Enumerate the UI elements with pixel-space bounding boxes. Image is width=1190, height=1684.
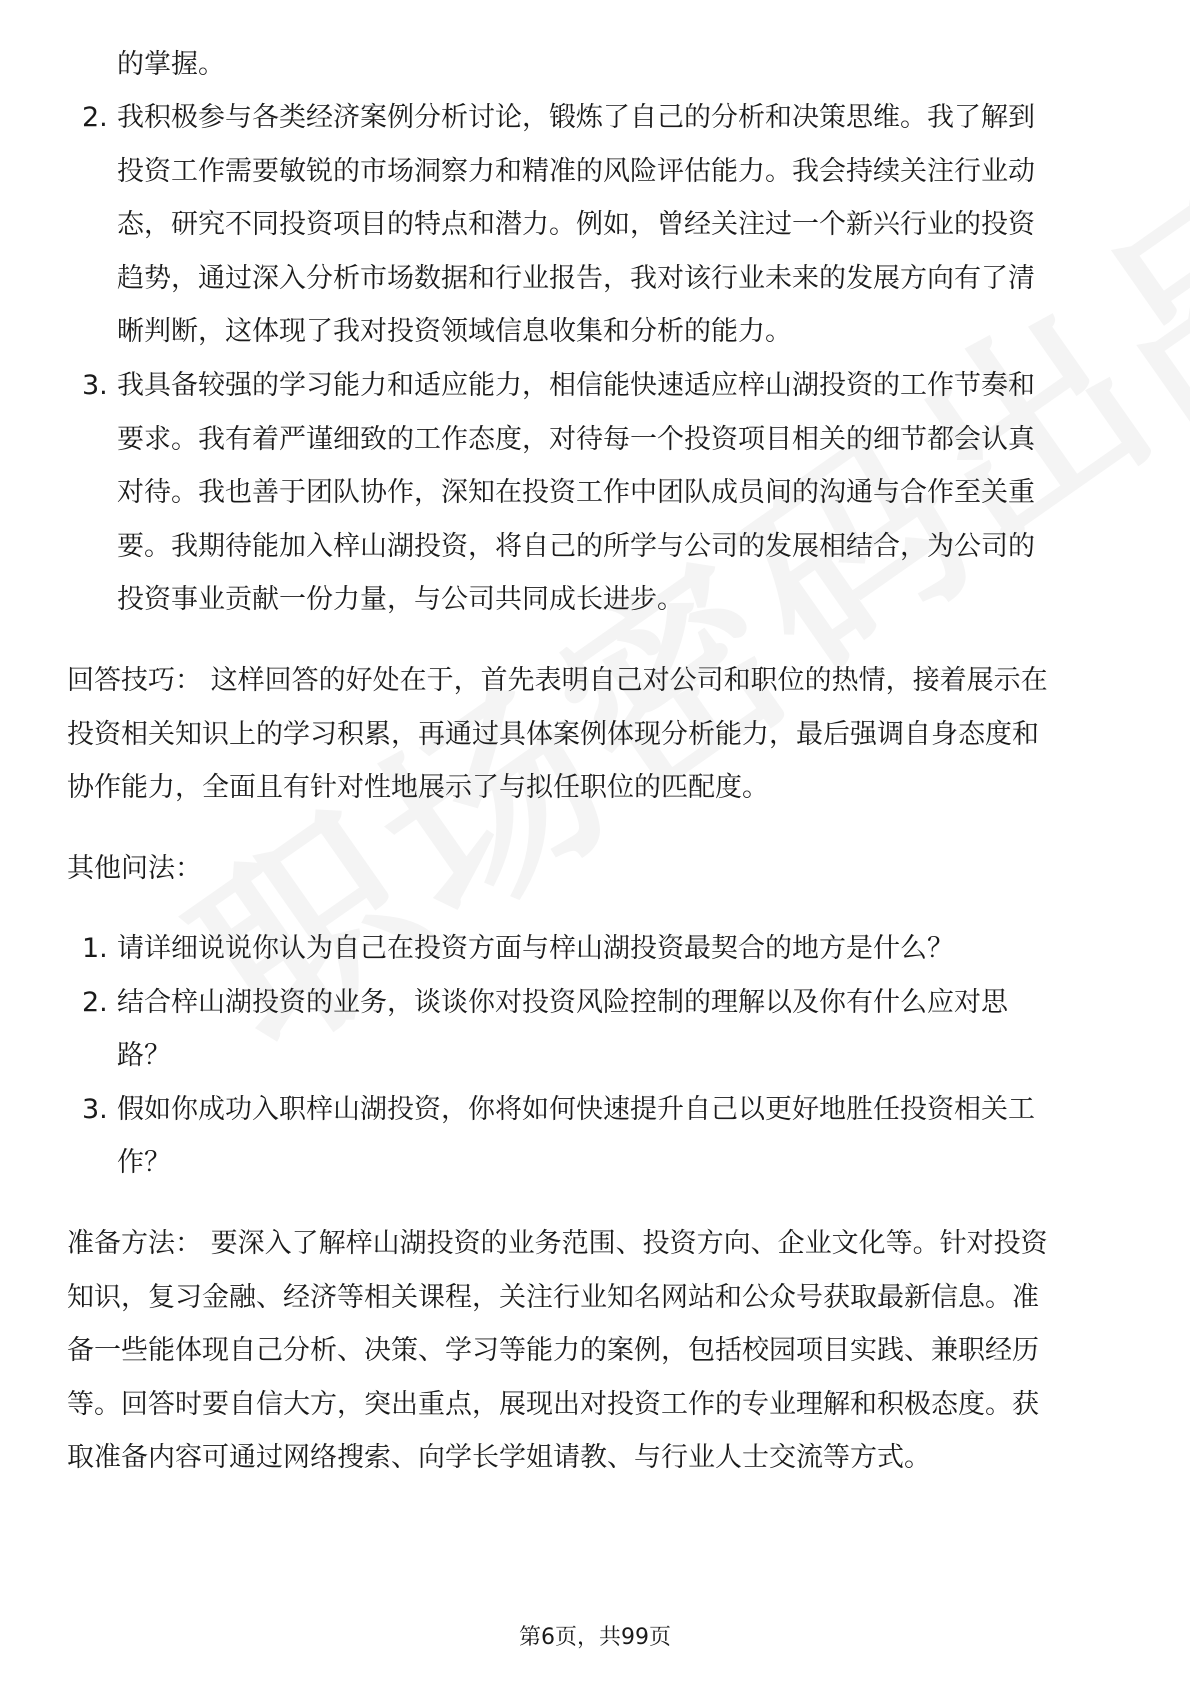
paragraph-line: 我具备较强的学习能力和适应能力，相信能快速适应梓山湖投资的工作节奏和: [117, 370, 1035, 401]
paragraph-line: 态，研究不同投资项目的特点和潜力。例如，曾经关注过一个新兴行业的投资: [117, 209, 1035, 240]
paragraph-line: 回答技巧： 这样回答的好处在于，首先表明自己对公司和职位的热情，接着展示在: [67, 665, 1048, 696]
list-number: 3.: [82, 370, 108, 401]
intro-tail: 的掌握。: [117, 49, 225, 80]
paragraph-line: 要求。我有着严谨细致的工作态度，对待每一个投资项目相关的细节都会认真: [117, 424, 1035, 455]
list-number: 1.: [82, 933, 108, 964]
paragraph-line: 晰判断，这体现了我对投资领域信息收集和分析的能力。: [117, 316, 792, 347]
paragraph-line: 投资工作需要敏锐的市场洞察力和精准的风险评估能力。我会持续关注行业动: [117, 156, 1035, 187]
paragraph-line: 我积极参与各类经济案例分析讨论，锻炼了自己的分析和决策思维。我了解到: [117, 102, 1035, 133]
list-number: 2.: [82, 102, 108, 133]
paragraph-line: 准备方法： 要深入了解梓山湖投资的业务范围、投资方向、企业文化等。针对投资: [67, 1228, 1048, 1259]
paragraph-line: 结合梓山湖投资的业务，谈谈你对投资风险控制的理解以及你有什么应对思: [117, 987, 1008, 1018]
paragraph-line: 取准备内容可通过网络搜索、向学长学姐请教、与行业人士交流等方式。: [67, 1442, 931, 1473]
paragraph-line: 对待。我也善于团队协作，深知在投资工作中团队成员间的沟通与合作至关重: [117, 477, 1035, 508]
paragraph-line: 要。我期待能加入梓山湖投资，将自己的所学与公司的发展相结合，为公司的: [117, 531, 1035, 562]
paragraph-line: 作？: [117, 1147, 171, 1178]
paragraph-line: 备一些能体现自己分析、决策、学习等能力的案例，包括校园项目实践、兼职经历: [67, 1335, 1039, 1366]
page-number-footer: 第6页，共99页: [519, 1625, 671, 1650]
list-number: 3.: [82, 1094, 108, 1125]
paragraph-line: 等。回答时要自信大方，突出重点，展现出对投资工作的专业理解和积极态度。获: [67, 1389, 1039, 1420]
paragraph-line: 知识，复习金融、经济等相关课程，关注行业知名网站和公众号获取最新信息。准: [67, 1282, 1039, 1313]
paragraph-line: 路？: [117, 1040, 171, 1071]
paragraph-line: 假如你成功入职梓山湖投资，你将如何快速提升自己以更好地胜任投资相关工: [117, 1094, 1035, 1125]
paragraph-line: 请详细说说你认为自己在投资方面与梓山湖投资最契合的地方是什么？: [117, 933, 954, 964]
paragraph-line: 趋势，通过深入分析市场数据和行业报告，我对该行业未来的发展方向有了清: [117, 263, 1035, 294]
paragraph-line: 协作能力，全面且有针对性地展示了与拟任职位的匹配度。: [67, 772, 769, 803]
section-heading: 其他问法：: [67, 853, 202, 884]
paragraph-line: 投资事业贡献一份力量，与公司共同成长进步。: [117, 584, 684, 615]
list-number: 2.: [82, 987, 108, 1018]
paragraph-line: 投资相关知识上的学习积累，再通过具体案例体现分析能力，最后强调自身态度和: [67, 719, 1039, 750]
